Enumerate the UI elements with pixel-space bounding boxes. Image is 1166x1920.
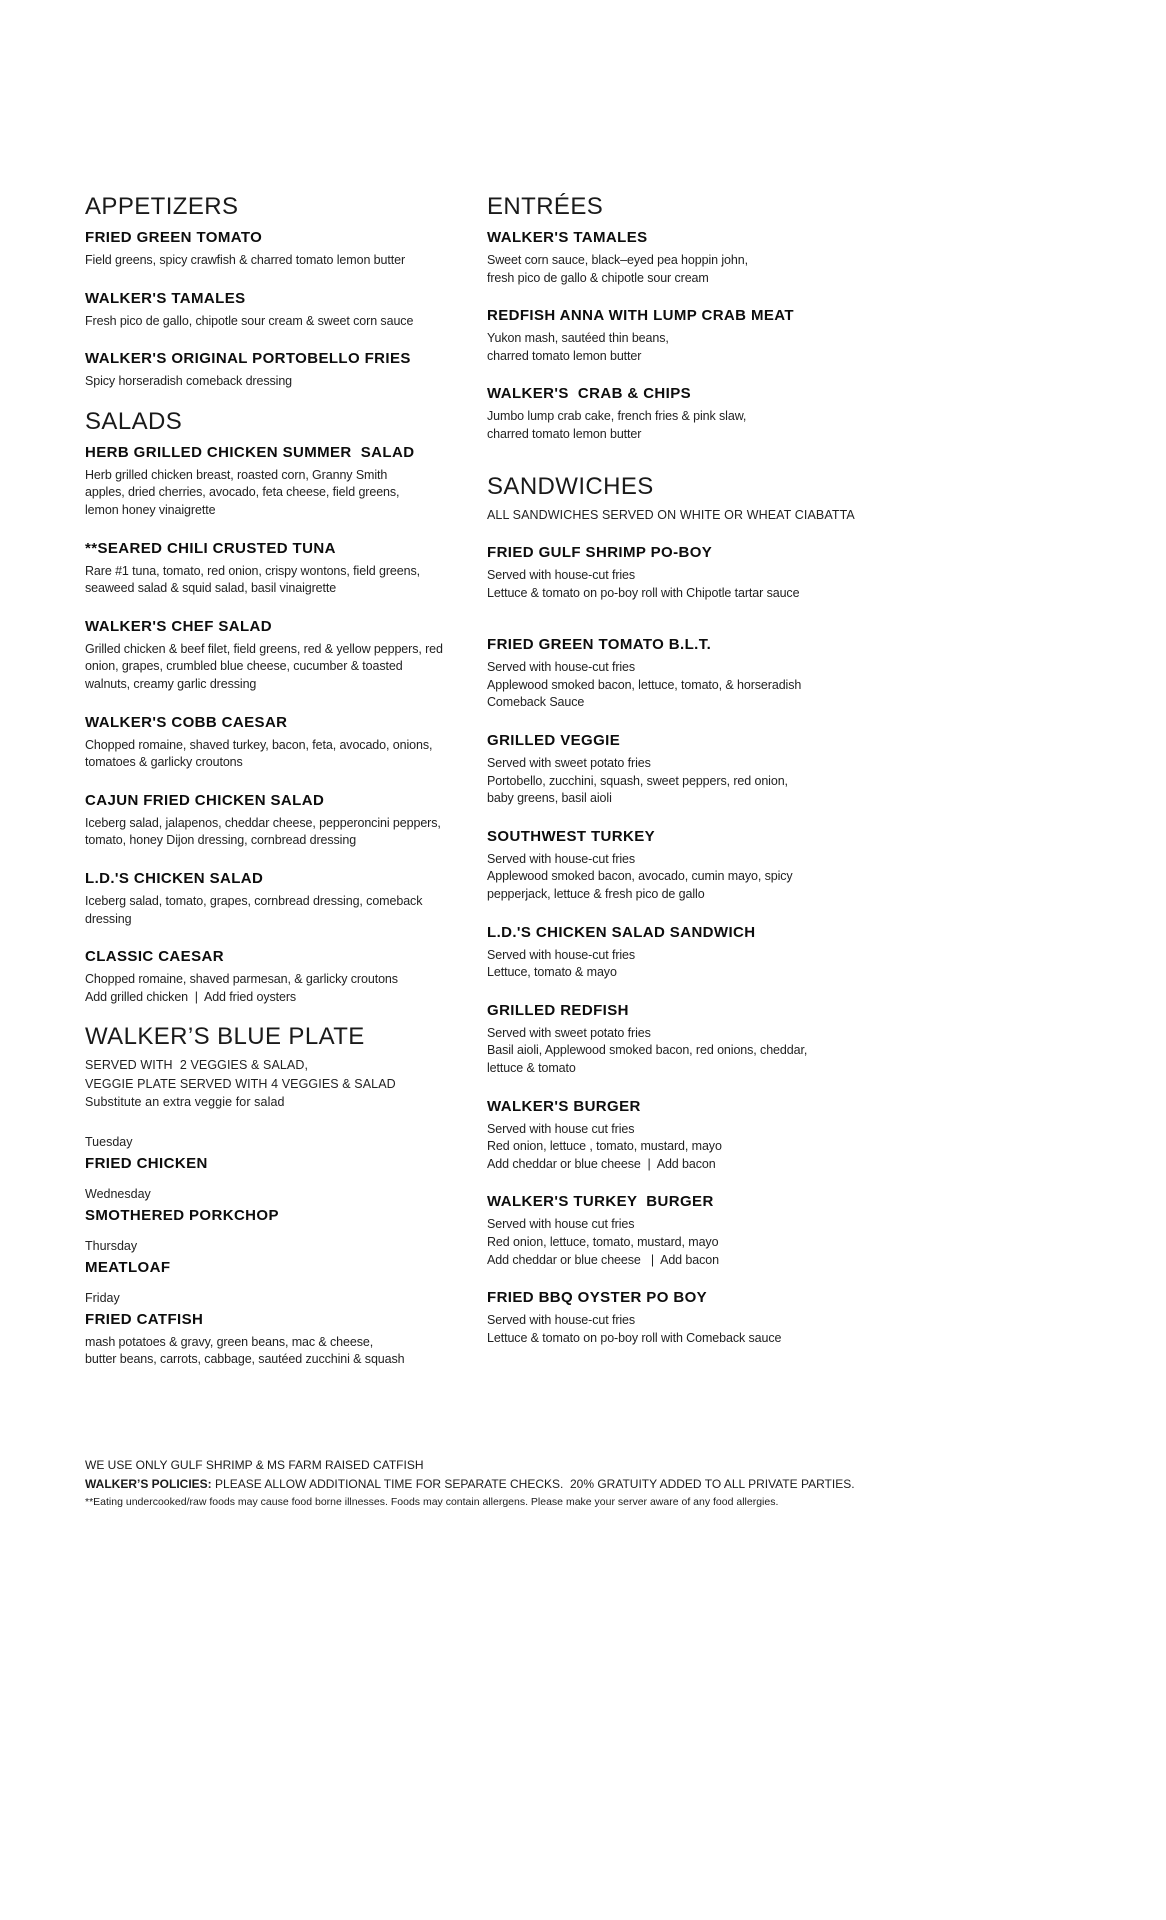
footer-policies xyxy=(85,1477,1085,1491)
menu-item xyxy=(85,712,485,772)
menu-item-description-line: Lettuce, tomato & mayo xyxy=(487,965,617,980)
blue-plate-day-label: Thursday xyxy=(85,1238,138,1253)
section-subtitle-line: Substitute an extra veggie for salad xyxy=(85,1095,285,1110)
blue-plate-day-label: Friday xyxy=(85,1290,120,1305)
menu-item-description-line: seaweed salad & squid salad, basil vinaigrette xyxy=(85,581,337,596)
menu-column-left xyxy=(85,190,485,1369)
menu-item-description-line: Field greens, spicy crawfish & charred tomato lemon butter xyxy=(85,253,406,267)
menu-item-name: FRIED GULF SHRIMP PO-BOY xyxy=(487,544,713,562)
menu-item xyxy=(487,1096,1127,1174)
menu-item-description-line: Basil aioli, Applewood smoked bacon, red onions, cheddar, xyxy=(487,1043,808,1058)
menu-footer xyxy=(85,1458,1085,1509)
menu-item-name: L.D.'S CHICKEN SALAD SANDWICH xyxy=(487,923,756,941)
section-subtitle xyxy=(85,1056,485,1112)
menu-item xyxy=(85,946,485,1006)
menu-item-description-line: Add grilled chicken | Add fried oysters xyxy=(85,989,297,1004)
menu-item xyxy=(487,305,1127,365)
menu-item xyxy=(487,730,1127,808)
menu-item-name: WALKER'S ORIGINAL PORTOBELLO FRIES xyxy=(85,350,411,368)
menu-item xyxy=(487,634,1127,712)
menu-item xyxy=(487,227,1127,287)
menu-item-description-line: Lettuce & tomato on po-boy roll with Comeback sauce xyxy=(487,1330,782,1345)
menu-section xyxy=(85,405,485,1007)
menu-item-name: CLASSIC CAESAR xyxy=(85,948,224,966)
menu-item-description-line: lemon honey vinaigrette xyxy=(85,502,216,517)
menu-item-description-line: Served with house-cut fries xyxy=(487,947,636,962)
menu-item xyxy=(85,288,485,331)
menu-item-name: GRILLED REDFISH xyxy=(487,1001,629,1019)
menu-item-name: FRIED CHICKEN xyxy=(85,1154,208,1172)
menu-item-description-line: Fresh pico de gallo, chipotle sour cream & sweet corn sauce xyxy=(85,313,414,328)
menu-item-description-line: charred tomato lemon butter xyxy=(487,426,642,441)
menu-item-description-line: Sweet corn sauce, black–eyed pea hoppin john, xyxy=(487,253,748,267)
footer-allergy-disclaimer: **Eating undercooked/raw foods may cause food borne illnesses. Foods may contain allergens. Please make your server aware of any food allergies. xyxy=(85,1496,779,1508)
section-title: APPETIZERS xyxy=(85,193,239,220)
menu-item-name: WALKER'S CRAB & CHIPS xyxy=(487,385,692,403)
menu-item-description-line: lettuce & tomato xyxy=(487,1060,576,1075)
menu-item-description-line: Red onion, lettuce, tomato, mustard, mayo xyxy=(487,1234,719,1249)
section-subtitle-line: VEGGIE PLATE SERVED WITH 4 VEGGIES & SALAD xyxy=(85,1076,396,1091)
menu-item-name: L.D.'S CHICKEN SALAD xyxy=(85,869,264,887)
menu-item-description-line: Served with house-cut fries xyxy=(487,1313,636,1328)
menu-item xyxy=(85,868,485,928)
menu-item-description-line: Grilled chicken & beef filet, field greens, red & yellow peppers, red xyxy=(85,641,443,656)
menu-item-description-line: baby greens, basil aioli xyxy=(487,791,612,806)
menu-item-name: WALKER'S TAMALES xyxy=(487,229,648,246)
section-title: ENTRÉES xyxy=(487,193,604,220)
menu-item-description xyxy=(85,893,485,928)
menu-item-description xyxy=(487,567,1127,602)
footer-policies-label: WALKER’S POLICIES: xyxy=(85,1477,212,1491)
menu-item-name: SOUTHWEST TURKEY xyxy=(487,827,656,845)
menu-item-description-line: pepperjack, lettuce & fresh pico de gallo xyxy=(487,887,705,901)
menu-item xyxy=(85,227,485,270)
menu-item xyxy=(85,1290,485,1369)
menu-item-name: **SEARED CHILI CRUSTED TUNA xyxy=(85,539,336,557)
menu-item-description-line: Rare #1 tuna, tomato, red onion, crispy wontons, field greens, xyxy=(85,563,420,578)
menu-item xyxy=(85,1134,485,1174)
menu-item-description-line: Chopped romaine, shaved parmesan, & garlicky croutons xyxy=(85,972,398,987)
menu-section xyxy=(487,470,1127,1348)
menu-item xyxy=(85,348,485,391)
menu-item-description xyxy=(85,313,485,331)
menu-item-description-line: Chopped romaine, shaved turkey, bacon, feta, avocado, onions, xyxy=(85,737,433,752)
menu-item-description-line: Comeback Sauce xyxy=(487,695,585,710)
menu-item-description-line: Iceberg salad, jalapenos, cheddar cheese, pepperoncini peppers, xyxy=(85,815,441,830)
menu-item-description xyxy=(487,330,1127,365)
menu-item xyxy=(487,1000,1127,1078)
menu-section xyxy=(487,190,1127,444)
menu-section xyxy=(85,1020,485,1369)
section-title: SALADS xyxy=(85,407,183,435)
menu-item-description xyxy=(487,1312,1127,1347)
menu-item-description-line: tomato, honey Dijon dressing, cornbread dressing xyxy=(85,833,357,848)
menu-item-description xyxy=(85,563,485,598)
menu-item-description xyxy=(487,408,1127,443)
menu-item-name: FRIED GREEN TOMATO B.L.T. xyxy=(487,636,712,654)
menu-item xyxy=(85,790,485,850)
menu-item-description-line: Served with sweet potato fries xyxy=(487,756,651,771)
menu-item-description xyxy=(487,755,1127,808)
section-subtitle xyxy=(487,506,1127,525)
menu-item-name: WALKER'S TURKEY BURGER xyxy=(487,1193,714,1211)
menu-item xyxy=(487,922,1127,982)
menu-item xyxy=(487,383,1127,443)
menu-item-name: MEATLOAF xyxy=(85,1258,171,1276)
section-title: SANDWICHES xyxy=(487,472,654,500)
menu-column-right xyxy=(487,190,1127,1347)
menu-item xyxy=(85,1186,485,1226)
section-subtitle-line: ALL SANDWICHES SERVED ON WHITE OR WHEAT CIABATTA xyxy=(487,507,855,522)
menu-item-description-line: Applewood smoked bacon, lettuce, tomato, & horseradish xyxy=(487,677,802,692)
menu-item-description-line: Served with house-cut fries xyxy=(487,851,636,866)
menu-item-description-line: Iceberg salad, tomato, grapes, cornbread dressing, comeback xyxy=(85,893,423,908)
menu-item-name: REDFISH ANNA WITH LUMP CRAB MEAT xyxy=(487,307,794,325)
menu-item-description xyxy=(487,947,1127,982)
menu-item-description-line: apples, dried cherries, avocado, feta cheese, field greens, xyxy=(85,485,400,500)
menu-item-description-line: mash potatoes & gravy, green beans, mac & cheese, xyxy=(85,1334,374,1349)
menu-item-description-line: Served with house cut fries xyxy=(487,1217,635,1232)
menu-item-name: WALKER'S TAMALES xyxy=(85,289,246,307)
menu-item-name: SMOTHERED PORKCHOP xyxy=(85,1206,279,1224)
menu-item-description xyxy=(85,737,485,772)
menu-item-description-line: Yukon mash, sautéed thin beans, xyxy=(487,331,669,346)
menu-item-name: GRILLED VEGGIE xyxy=(487,732,621,750)
menu-item-description-line: Served with house cut fries xyxy=(487,1121,635,1136)
menu-item-description-line: Spicy horseradish comeback dressing xyxy=(85,374,293,389)
menu-item-description-line: Served with house-cut fries xyxy=(487,660,636,675)
menu-item-description-line: Lettuce & tomato on po-boy roll with Chipotle tartar sauce xyxy=(487,585,800,600)
menu-item-description-line: fresh pico de gallo & chipotle sour cream xyxy=(487,270,709,285)
menu-item-description-line: Add cheddar or blue cheese | Add bacon xyxy=(487,1156,716,1171)
menu-item-description-line: dressing xyxy=(85,911,132,926)
menu-item-description xyxy=(85,252,485,270)
menu-item-description-line: Herb grilled chicken breast, roasted corn, Granny Smith xyxy=(85,467,388,482)
footer-sourcing-note: WE USE ONLY GULF SHRIMP & MS FARM RAISED CATFISH xyxy=(85,1458,424,1472)
menu-item-name: FRIED BBQ OYSTER PO BOY xyxy=(487,1289,708,1307)
menu-item-description-line: Portobello, zucchini, squash, sweet peppers, red onion, xyxy=(487,773,788,788)
menu-item-description-line: Add cheddar or blue cheese | Add bacon xyxy=(487,1252,719,1267)
menu-item-description-line: Jumbo lump crab cake, french fries & pink slaw, xyxy=(487,409,747,424)
menu-item-description-line: Served with sweet potato fries xyxy=(487,1025,651,1040)
menu-item xyxy=(487,542,1127,602)
menu-item-description-line: Red onion, lettuce , tomato, mustard, mayo xyxy=(487,1139,722,1154)
menu-item xyxy=(85,538,485,598)
blue-plate-day-label: Tuesday xyxy=(85,1134,133,1149)
menu-item-description-line: butter beans, carrots, cabbage, sautéed zucchini & squash xyxy=(85,1352,405,1367)
menu-item xyxy=(487,826,1127,904)
menu-item-description xyxy=(85,641,485,694)
menu-item-name: WALKER'S CHEF SALAD xyxy=(85,617,272,635)
menu-item-name: WALKER'S COBB CAESAR xyxy=(85,713,288,731)
footer-policies-text: PLEASE ALLOW ADDITIONAL TIME FOR SEPARATE CHECKS. 20% GRATUITY ADDED TO ALL PRIVATE PARTIES. xyxy=(211,1477,855,1491)
menu-item-description xyxy=(85,467,485,520)
section-title: WALKER’S BLUE PLATE xyxy=(85,1023,365,1051)
menu-item-description-line: walnuts, creamy garlic dressing xyxy=(85,676,257,691)
menu-item xyxy=(487,1191,1127,1269)
menu-item-description-line: onion, grapes, crumbled blue cheese, cucumber & toasted xyxy=(85,659,403,674)
menu-item-description xyxy=(85,971,485,1006)
menu-item-name: FRIED GREEN TOMATO xyxy=(85,229,263,246)
menu-item-description-line: Applewood smoked bacon, avocado, cumin mayo, spicy xyxy=(487,869,793,884)
menu-item-name: WALKER'S BURGER xyxy=(487,1097,641,1115)
menu-item xyxy=(85,1238,485,1278)
menu-item-description xyxy=(85,815,485,850)
menu-item-description-line: Served with house-cut fries xyxy=(487,568,636,583)
menu-item-description xyxy=(487,1025,1127,1078)
menu-item-description xyxy=(487,851,1127,904)
menu-item-description xyxy=(85,373,485,391)
menu-item-name: HERB GRILLED CHICKEN SUMMER SALAD xyxy=(85,443,415,461)
menu-item-description-line: tomatoes & garlicky croutons xyxy=(85,755,243,770)
menu-section xyxy=(85,190,485,391)
menu-item-name: FRIED CATFISH xyxy=(85,1310,204,1328)
menu-item xyxy=(487,1287,1127,1347)
menu-item-description xyxy=(487,659,1127,712)
menu-item-description xyxy=(487,1121,1127,1174)
section-subtitle-line: SERVED WITH 2 VEGGIES & SALAD, xyxy=(85,1058,309,1073)
menu-item xyxy=(85,442,485,520)
menu-item xyxy=(85,616,485,694)
menu-item-description-line: charred tomato lemon butter xyxy=(487,348,642,363)
menu-item-name: CAJUN FRIED CHICKEN SALAD xyxy=(85,791,325,809)
blue-plate-day-label: Wednesday xyxy=(85,1186,151,1201)
menu-item-description xyxy=(85,1334,485,1369)
menu-item-description xyxy=(487,1216,1127,1269)
menu-item-description xyxy=(487,252,1127,287)
